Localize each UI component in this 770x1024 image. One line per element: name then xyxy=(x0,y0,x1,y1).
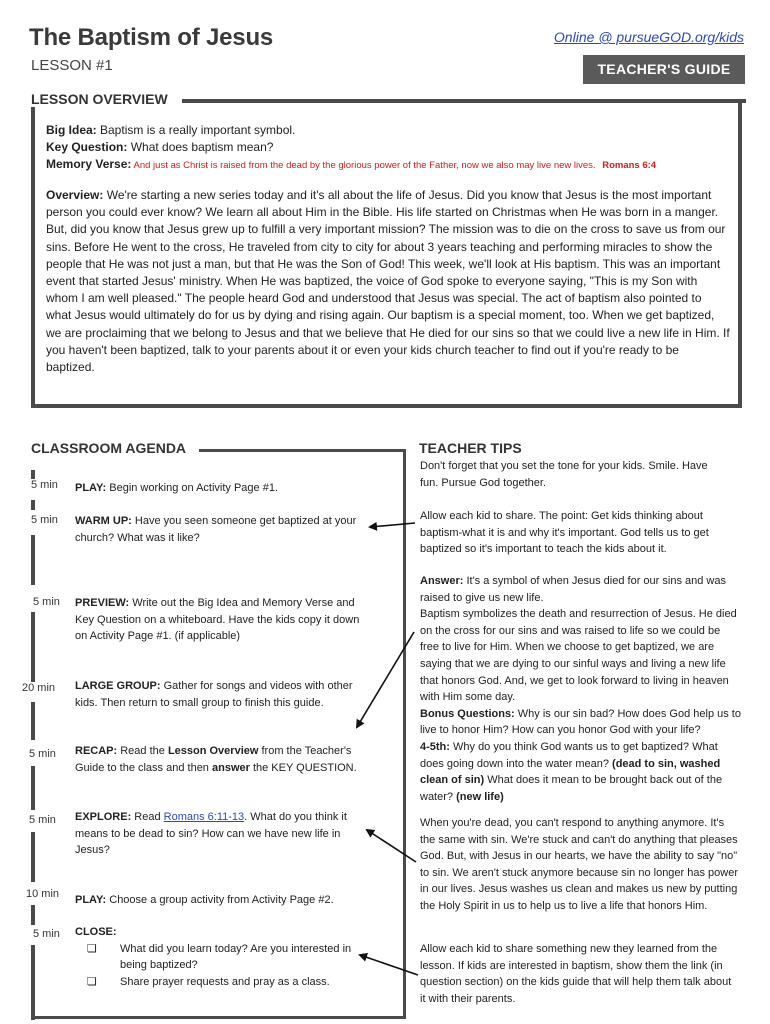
agenda-item-bold: answer xyxy=(211,761,250,774)
agenda-time: 5 min xyxy=(31,479,58,491)
agenda-time: 5 min xyxy=(33,596,60,608)
answer-label: Answer: xyxy=(420,575,464,587)
bonus-text: Why is our sin bad? How does God help us to live to honor Him? How can you honor God with your life? xyxy=(420,707,741,737)
big-idea-label: Big Idea: xyxy=(46,123,97,137)
agenda-item-text: Read xyxy=(131,811,164,823)
agenda-item-bold: Lesson Overview xyxy=(167,745,259,757)
agenda-time: 10 min xyxy=(26,888,60,900)
checkbox-icon[interactable]: ❏ xyxy=(87,942,97,955)
agenda-item-text: . What do you think it means to be dead to sin? How can we have new life in Jesus? xyxy=(75,811,347,857)
agenda-item-text: Have you seen someone get baptized at your church? What was it like? xyxy=(75,515,357,544)
teachers-guide-badge: TEACHER'S GUIDE xyxy=(583,55,745,84)
grades-answer-1: (dead to sin, washed clean of sin) xyxy=(420,757,721,787)
online-link[interactable]: Online @ pursueGOD.org/kids xyxy=(553,29,744,45)
arrow-recap xyxy=(357,632,414,727)
agenda-item-label: LARGE GROUP: xyxy=(75,680,161,692)
grades-label: 4-5th: xyxy=(420,740,450,753)
close-bullet-text: What did you learn today? Are you interested in being baptized? xyxy=(120,942,352,972)
agenda-item-label: PLAY: xyxy=(75,894,107,906)
agenda-item-text: Write out the Big Idea and Memory Verse and Key Question on a whiteboard. Have the kids copy it down on Activity Page #1. (if applicable) xyxy=(75,597,360,643)
agenda-item-label: WARM UP: xyxy=(75,515,132,527)
big-idea-text: Baptism is a really important symbol. xyxy=(96,123,296,137)
tips-heading: TEACHER TIPS xyxy=(419,440,522,456)
key-question-label: Key Question: xyxy=(46,140,128,154)
tip-dead-to-sin: When you're dead, you can't respond to anything anymore. It's the same with sin. We're stuck and can't do anything that pleases God. But, with Jesus in our hearts, we have the ability to say "no" to sin. We aren't stuck anymore because sin no longer has power in our lives. Jesus washes us clean and makes us new by putting the Holy Spirit in us to help us to live a life that honors Him. xyxy=(420,817,739,912)
agenda-item-text: Read the xyxy=(117,745,168,757)
memory-verse-ref: Romans 6:4 xyxy=(602,160,657,171)
agenda-time: 5 min xyxy=(31,514,58,526)
tip-tone: Don't forget that you set the tone for your kids. Smile. Have fun. Pursue God together. xyxy=(420,460,708,489)
answer-more: Baptism symbolizes the death and resurrection of Jesus. He died on the cross for our sins and was raised to life so we could be free to live for Him. When we choose to get baptized, we are saying that we are dying to our sinful ways and living a new life that honors God. And, we get to look forward to living in heaven with Him some day. xyxy=(420,608,737,704)
agenda-item-text: Gather for songs and videos with other kids. Then return to small group to finish this guide. xyxy=(75,680,353,709)
arrow-explore xyxy=(367,830,416,862)
grades-text: Why do you think God wants us to get baptized? What does going down into the water mean? xyxy=(420,740,718,770)
agenda-item-text: the KEY QUESTION. xyxy=(249,761,357,774)
overview-heading: LESSON OVERVIEW xyxy=(31,91,178,107)
overview-text: We're starting a new series today and it's all about the life of Jesus. Did you know that Jesus is the most important person you could ever know? We learn all about Him in the Bible. His life started on Christmas when He was born in a manger. But, did you know that Jesus grew up to fulfill a very important mission? The mission was to die on the cross to save us from our sins. Before He went to the cross, He traveled from city to city for about 3 years teaching and performing miracles to show the people that He was not just a man, but that He was the Son of God! This week, we'll look at His baptism. This was an important event that started Jesus' ministry. When He was baptized, the voice of God spoke to everyone saying, "This is my Son with whom I am well pleased." The people heard God and understood that Jesus was special. The act of baptism also pointed to what Jesus would ultimately do for us by dying and rising again. Our baptism is a special moment, too. When we get baptized, we are proclaiming that we belong to Jesus and that we believe that He died for our sins so that we could live a new life in Him. If you haven't been baptized, talk to your parents about it or even your kids church teacher to find out if you're ready to be baptized. xyxy=(46,188,730,375)
page-title: The Baptism of Jesus xyxy=(29,24,274,51)
agenda-item-text: Choose a group activity from Activity Page #2. xyxy=(106,894,334,906)
overview-label: Overview: xyxy=(46,188,104,202)
scripture-link[interactable]: Romans 6:11-13 xyxy=(163,811,245,823)
close-bullet-text: Share prayer requests and pray as a class. xyxy=(120,975,330,988)
bonus-label: Bonus Questions: xyxy=(420,707,515,720)
key-question-text: What does baptism mean? xyxy=(127,140,274,154)
agenda-heading: CLASSROOM AGENDA xyxy=(31,440,187,456)
arrow-warm-up xyxy=(370,523,415,527)
agenda-time: 5 min xyxy=(29,814,56,826)
agenda-item-label: RECAP: xyxy=(75,745,118,757)
answer-text: It's a symbol of when Jesus died for our sins and was raised to give us new life. xyxy=(420,575,726,604)
agenda-item-label: PLAY: xyxy=(75,482,107,494)
agenda-time: 20 min xyxy=(22,682,56,694)
grades-answer-2: (new life) xyxy=(456,790,504,803)
agenda-item-label: CLOSE: xyxy=(75,926,117,938)
grades-text-2: What does it mean to be brought back out of the water? xyxy=(420,774,723,803)
agenda-item-text: from the Teacher's Guide to the class and then xyxy=(75,745,352,774)
agenda-time: 5 min xyxy=(29,748,56,760)
agenda-time: 5 min xyxy=(33,928,60,940)
tip-share: Allow each kid to share. The point: Get kids thinking about baptism-what it is and why it's important. God tells us to get baptized so it's important to teach the kids about it. xyxy=(420,510,709,556)
arrow-close xyxy=(360,955,418,975)
checkbox-icon[interactable]: ❏ xyxy=(87,975,97,988)
agenda-item-label: EXPLORE: xyxy=(75,811,132,823)
agenda-item-text: Begin working on Activity Page #1. xyxy=(106,482,279,494)
lesson-number: LESSON #1 xyxy=(31,57,113,74)
memory-verse-text: And just as Christ is raised from the dead by the glorious power of the Father, now we also may live new lives. xyxy=(131,160,596,171)
memory-verse-label: Memory Verse: xyxy=(46,157,132,171)
tip-close: Allow each kid to share something new they learned from the lesson. If kids are interested in baptism, show them the link (in question section) on the kids guide that will help them talk about it with their parents. xyxy=(420,943,732,1005)
agenda-item-label: PREVIEW: xyxy=(75,597,130,609)
